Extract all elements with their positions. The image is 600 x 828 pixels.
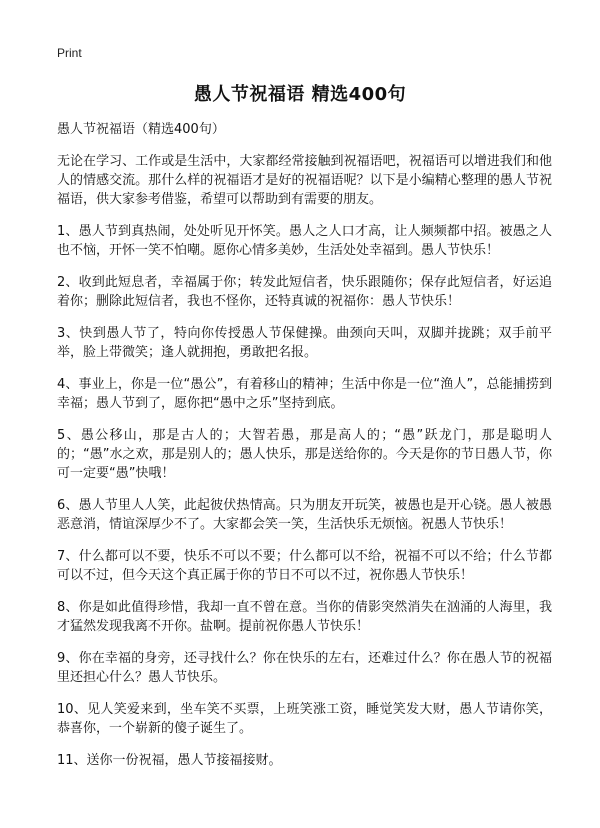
list-item: 11、送你一份祝福，愚人节接福接财。 xyxy=(57,753,282,768)
list-item: 10、见人笑爱来到，坐车笑不买票，上班笑涨工资，睡觉笑发大财，愚人节请你笑，恭喜你，一个崭新的傻子诞生了。 xyxy=(57,702,552,736)
document-body xyxy=(57,120,552,783)
document-title: 愚人节祝福语 精选400句 xyxy=(193,84,407,105)
list-item: 7、什么都可以不要，快乐不可以不要；什么都可以不给，祝福不可以不给；什么节都可以不过，但今天这个真正属于你的节日不可以不过，祝你愚人节快乐！ xyxy=(57,549,552,583)
list-item: 9、你在幸福的身旁，还寻找什么？你在快乐的左右，还难过什么？你在愚人节的祝福里还担心什么？愚人节快乐。 xyxy=(57,651,552,685)
list-item: 2、收到此短息者，幸福属于你；转发此短信者，快乐跟随你；保存此短信者，好运追着你；删除此短信者，我也不怪你，还特真诚的祝福你：愚人节快乐！ xyxy=(57,275,552,309)
document-subtitle: 愚人节祝福语（精选400句） xyxy=(57,122,225,137)
intro-paragraph: 无论在学习、工作或是生活中，大家都经常接触到祝福语吧，祝福语可以增进我们和他人的情感交流。那什么样的祝福语才是好的祝福语呢？以下是小编精心整理的愚人节祝福语，供大家参考借鉴，希望可以帮助到有需要的朋友。 xyxy=(57,154,552,207)
list-item: 8、你是如此值得珍惜，我却一直不曾在意。当你的倩影突然消失在汹涌的人海里，我才猛然发现我离不开你。盐啊。提前祝你愚人节快乐！ xyxy=(57,600,552,634)
list-item: 4、事业上，你是一位“愚公”，有着移山的精神；生活中你是一位“渔人”，总能捕捞到幸福；愚人节到了，愿你把“愚中之乐”坚持到底。 xyxy=(57,377,552,411)
list-item: 6、愚人节里人人笑，此起彼伏热情高。只为朋友开玩笑，被愚也是开心铙。愚人被愚恶意消，情谊深厚少不了。大家都会笑一笑，生活快乐无烦恼。祝愚人节快乐！ xyxy=(57,498,552,532)
print-link[interactable]: Print xyxy=(57,46,82,60)
list-item: 1、愚人节到真热闹，处处听见开怀笑。愚人之人口才高，让人频频都中招。被愚之人也不恼，开怀一笑不怕嘲。愿你心情多美妙，生活处处幸福到。愚人节快乐！ xyxy=(57,224,552,258)
list-item: 5、愚公移山，那是古人的；大智若愚，那是高人的；“愚”跃龙门，那是聪明人的；“愚”水之欢，那是别人的；愚人快乐，那是送给你的。今天是你的节日愚人节，你可一定要“愚”快哦！ xyxy=(57,428,552,481)
list-item: 3、快到愚人节了，特向你传授愚人节保健操。曲颈向天叫，双脚并拢跳；双手前平举，脸上带微笑；逢人就拥抱，勇敢把名报。 xyxy=(57,326,552,360)
